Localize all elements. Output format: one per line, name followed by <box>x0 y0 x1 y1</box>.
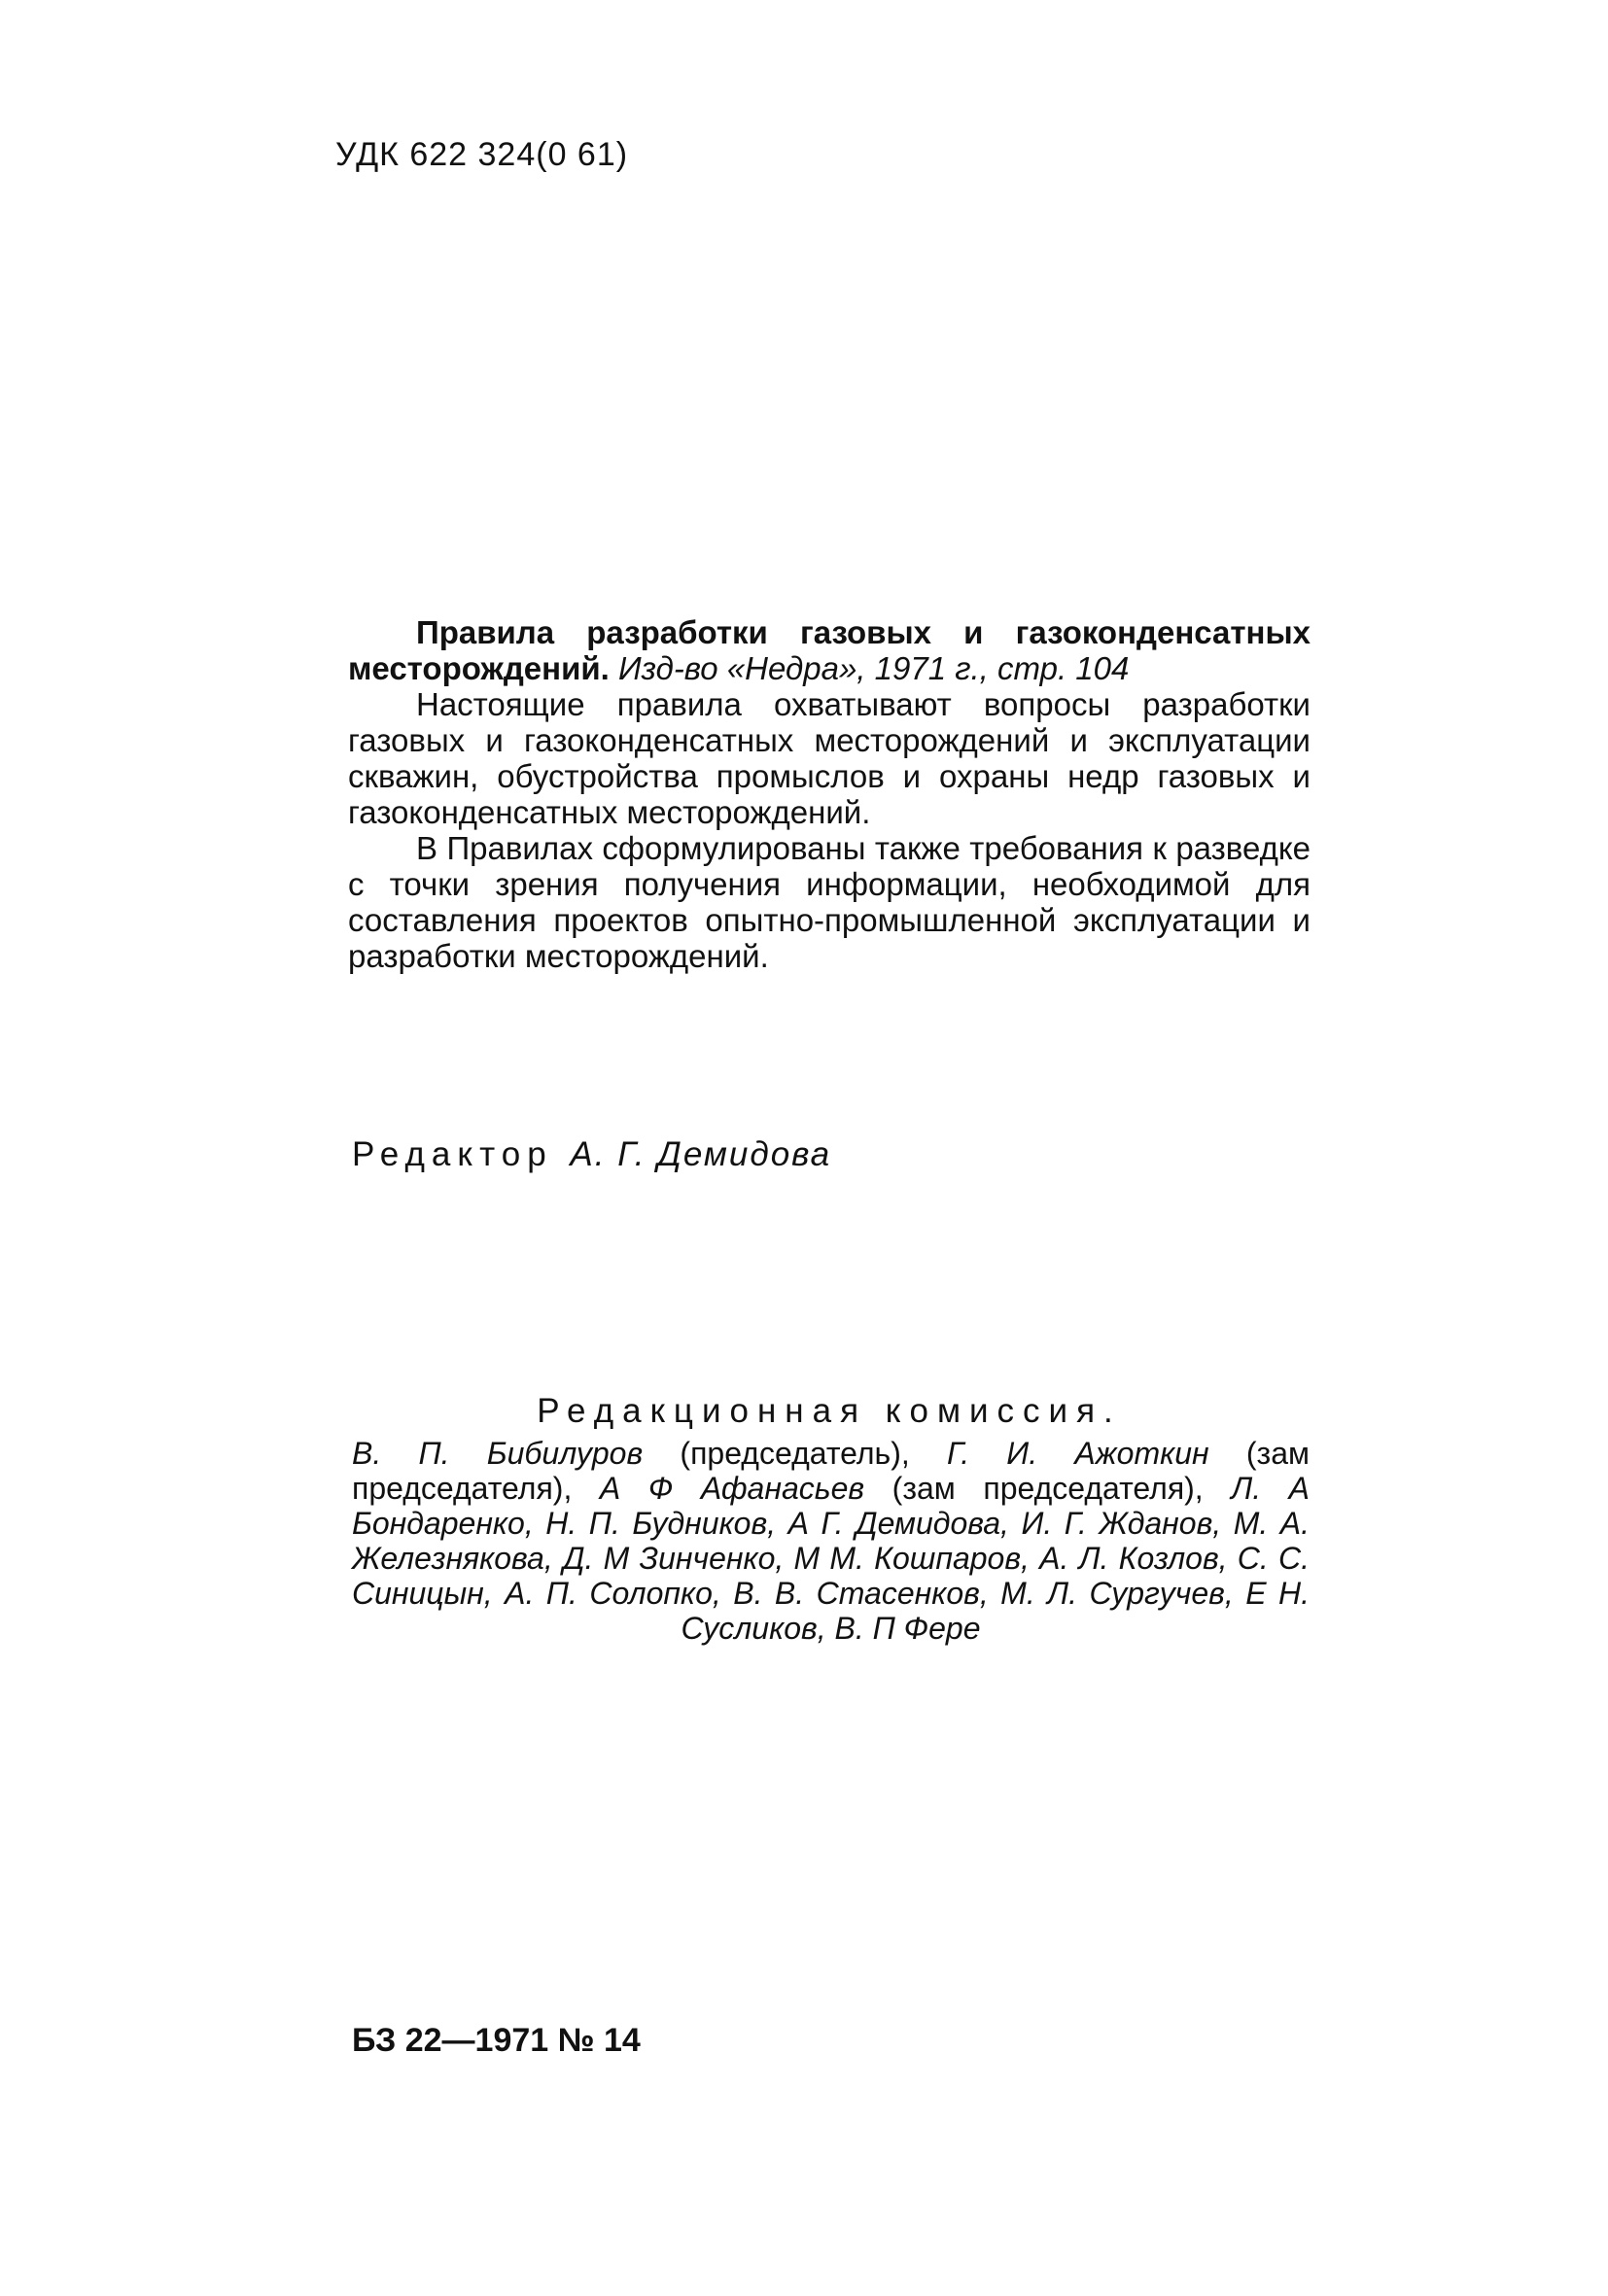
reference-title: Правила разработки газовых и газоконденсатных месторождений. <box>348 614 1311 686</box>
udc-code: УДК 622 324(0 61) <box>335 136 629 173</box>
member-list: Л. А Бондаренко, Н. П. Будников, А Г. Демидова, И. Г. Жданов, М. А. Железнякова, Д. М Зинченко, М М. Кошпаров, А. Л. Козлов, С. С. Синицын, А. П. Солопко, В. В. Стасенков, М. Л. Сургучев, Е Н. Сусликов, В. П Фере <box>352 1471 1311 1646</box>
editor-line <box>352 1135 831 1174</box>
reference-publisher: Изд-во «Недра», 1971 г., стр. 104 <box>618 650 1130 686</box>
member-name: А Ф Афанасьев <box>599 1471 865 1506</box>
member-role: (зам председателя), <box>891 1471 1204 1506</box>
member-role: (зам председателя), <box>352 1436 1311 1506</box>
annotation-paragraph-2: В Правилах сформулированы также требования к разведке с точки зрения получения информации, необходимой для составления проектов опытно-промышленной эксплуатации и разработки месторождений. <box>348 830 1311 974</box>
editor-label: Редактор <box>352 1135 553 1173</box>
member-name: В. П. Бибилуров <box>352 1436 644 1471</box>
commission-heading: Редакционная комиссия. <box>537 1392 1122 1430</box>
bibliographic-reference <box>348 614 1311 686</box>
commission-members <box>352 1436 1310 1646</box>
editor-name: А. Г. Демидова <box>570 1135 832 1173</box>
annotation-block <box>348 614 1311 974</box>
member-name: Г. И. Ажоткин <box>946 1436 1209 1471</box>
print-code: БЗ 22—1971 № 14 <box>352 2022 641 2059</box>
member-role: (председатель), <box>680 1436 910 1471</box>
annotation-paragraph-1: Настоящие правила охватывают вопросы разработки газовых и газоконденсатных месторождений и эксплуатации скважин, обустройства промыслов и охраны недр газовых и газоконденсатных месторождений. <box>348 686 1311 830</box>
